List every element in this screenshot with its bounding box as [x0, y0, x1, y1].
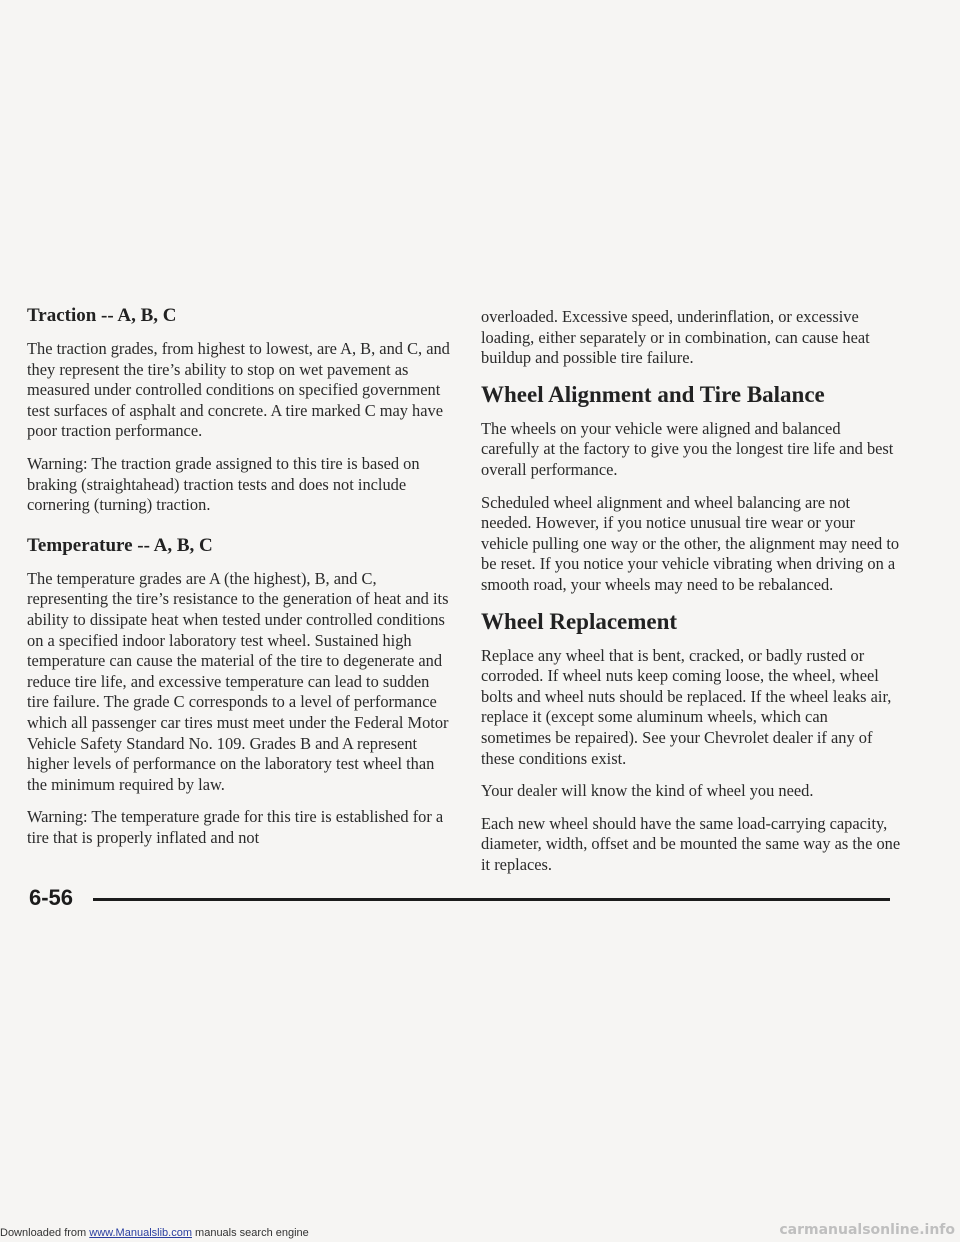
wheel-alignment-heading: Wheel Alignment and Tire Balance	[481, 381, 825, 407]
manualslib-link[interactable]: www.Manualslib.com	[89, 1227, 192, 1239]
replacement-paragraph-2: Your dealer will know the kind of wheel you need.	[481, 781, 814, 801]
continued-paragraph: overloaded. Excessive speed, underinflation, or excessive loading, either separately or in combination, can cause heat buildup and possible tire failure.	[481, 307, 870, 368]
traction-heading: Traction -- A, B, C	[27, 305, 177, 326]
right-column	[481, 307, 901, 887]
watermark: carmanualsonline.info	[779, 1222, 955, 1238]
temperature-warning: Warning: The temperature grade for this tire is established for a tire that is properly inflated and not	[27, 807, 444, 847]
traction-paragraph: The traction grades, from highest to lowest, are A, B, and C, and they represent the tire’s ability to stop on wet pavement as measured under controlled conditions on specified government test surfaces of asphalt and concrete. A tire marked C may have poor traction performance.	[27, 339, 450, 441]
replacement-paragraph-1: Replace any wheel that is bent, cracked, or badly rusted or corroded. If wheel nuts keep coming loose, the wheel, wheel bolts and wheel nuts should be replaced. If the wheel leaks air, replace it (except some aluminum wheels, which can sometimes be repaired). See your Chevrolet dealer if any of these conditions exist.	[481, 645, 892, 768]
alignment-paragraph-1: The wheels on your vehicle were aligned and balanced carefully at the factory to give you the longest tire life and best overall performance.	[481, 418, 894, 479]
page-footer	[29, 885, 889, 913]
footer-rule	[93, 898, 890, 901]
download-suffix: manuals search engine	[191, 1227, 309, 1239]
replacement-paragraph-3: Each new wheel should have the same load-carrying capacity, diameter, width, offset and be mounted the same way as the one it replaces.	[481, 813, 901, 874]
left-column	[27, 305, 452, 860]
traction-warning: Warning: The traction grade assigned to this tire is based on braking (straightahead) traction tests and does not include cornering (turning) traction.	[27, 453, 420, 515]
temperature-paragraph: The temperature grades are A (the highest), B, and C, representing the tire’s resistance to the generation of heat and its ability to dissipate heat when tested under controlled conditions on a specified indoor laboratory test wheel. Sustained high temperature can cause the material of the tire to degenerate and reduce tire life, and excessive temperature can lead to sudden tire failure. The grade C corresponds to a level of performance which all passenger car tires must meet under the Federal Motor Vehicle Safety Standard No. 109. Grades B and A represent higher levels of performance on the laboratory test wheel than the minimum required by law.	[27, 568, 449, 794]
download-prefix: Downloaded from	[0, 1227, 90, 1239]
wheel-replacement-heading: Wheel Replacement	[481, 608, 678, 634]
page-number: 6-56	[29, 885, 74, 910]
temperature-heading: Temperature -- A, B, C	[27, 534, 213, 556]
alignment-paragraph-2: Scheduled wheel alignment and wheel balancing are not needed. However, if you notice unusual tire wear or your vehicle pulling one way or the other, the alignment may need to be reset. If you notice your vehicle vibrating when driving on a smooth road, your wheels may need to be rebalanced.	[481, 492, 900, 594]
